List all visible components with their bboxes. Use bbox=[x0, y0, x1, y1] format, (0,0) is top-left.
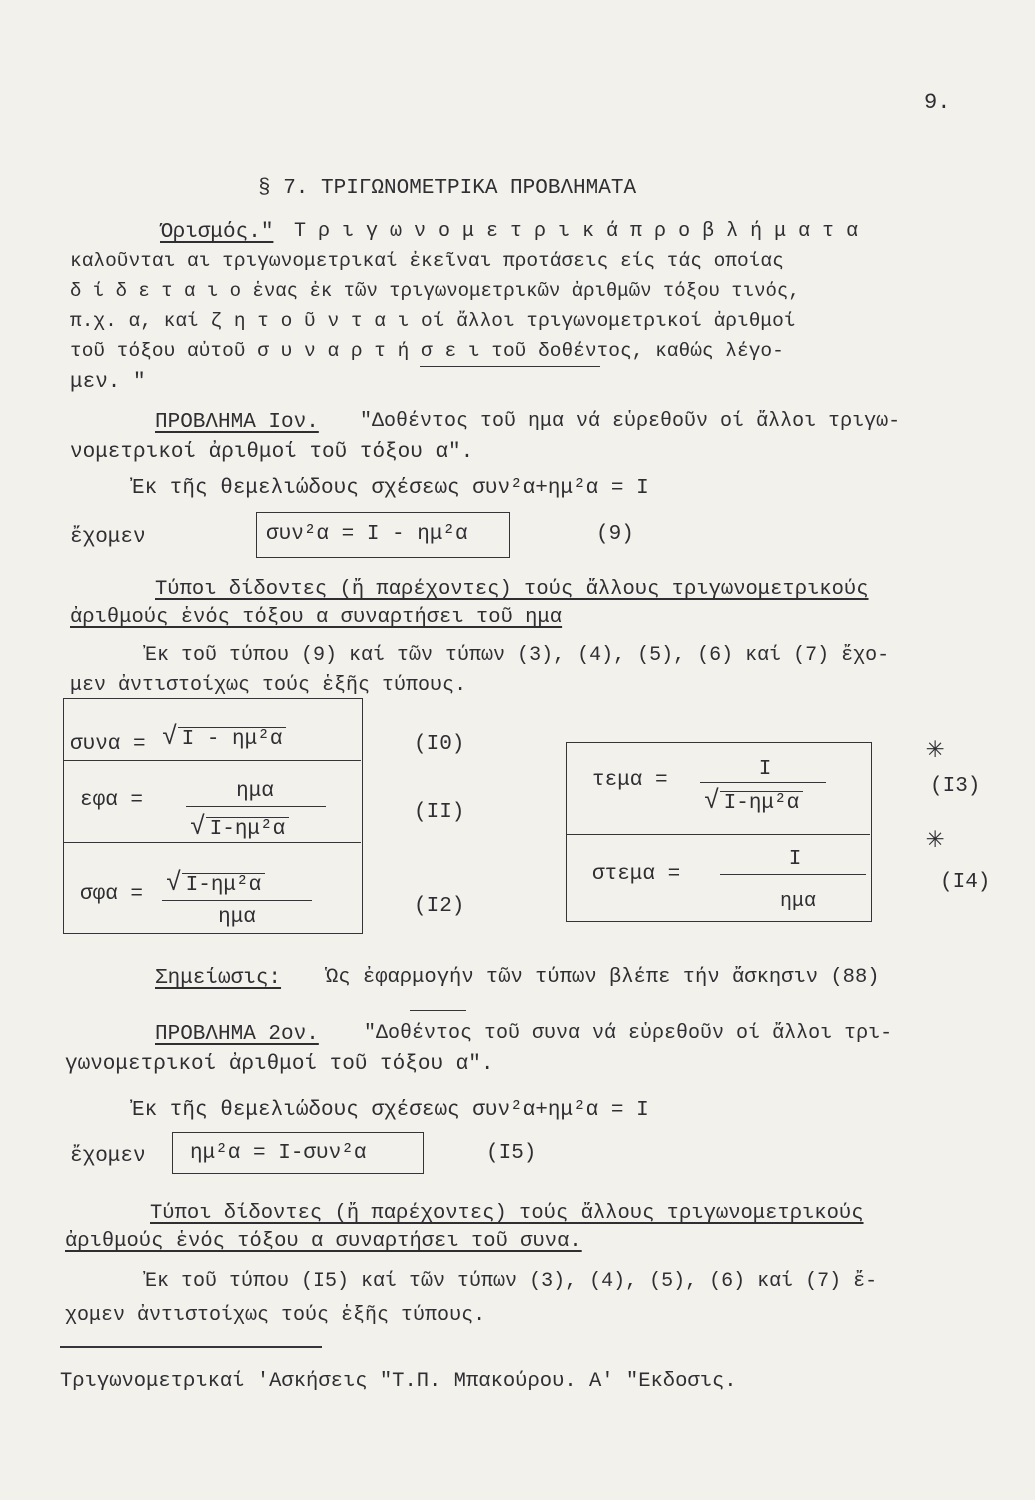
formula-12-number: (Ι2) bbox=[414, 895, 465, 918]
formula-11-sqrt: √ Ι-ημ²α bbox=[190, 812, 289, 842]
problem2-formula-number: (Ι5) bbox=[486, 1142, 537, 1165]
formula-12-fraction-bar bbox=[162, 900, 312, 901]
problem2-types-title-1: Τύποι δίδοντες (ἤ παρέχοντες) τούς ἄλλους τριγωνομετρικούς bbox=[150, 1202, 864, 1225]
problem2-label: ΠΡΟΒΛΗΜΑ 2ον. bbox=[155, 1023, 319, 1046]
formula-11-radicand: Ι-ημ²α bbox=[206, 817, 290, 841]
formula-13-numerator: Ι bbox=[758, 758, 772, 781]
formula-14-denominator: ημα bbox=[779, 890, 816, 913]
problem2-boxed-formula-text: ημ²α = Ι-συν²α bbox=[190, 1142, 367, 1165]
asterisk-mark-2: ✳ bbox=[926, 823, 945, 857]
note-label: Σημείωσις: bbox=[155, 967, 282, 990]
definition-line-2: καλοῦνται αι τριγωνομετρικαί ἐκεῖναι προτάσεις είς τάς οποίας bbox=[70, 250, 784, 272]
formula-13-fraction-bar bbox=[700, 782, 826, 783]
note-underline bbox=[410, 1010, 466, 1011]
formula-10-lhs: συνα = bbox=[70, 733, 146, 756]
formula-14-number: (Ι4) bbox=[940, 871, 991, 894]
formula-12-lhs: σφα = bbox=[80, 883, 144, 906]
page-number: 9. bbox=[924, 90, 951, 115]
formula-14-numerator: Ι bbox=[788, 848, 802, 871]
formula-12-sqrt: √ Ι-ημ²α bbox=[166, 868, 265, 898]
problem2-echomen: ἔχομεν bbox=[70, 1145, 146, 1168]
problem1-relation: Ἐκ τῆς θεμελιώδους σχέσεως συν²α+ημ²α = Ι bbox=[132, 477, 649, 500]
note-text: Ὡς ἐφαρμογήν τῶν τύπων βλέπε τήν ἄσκησιν (88) bbox=[326, 966, 880, 989]
formula-13-lhs: τεμα = bbox=[592, 769, 668, 792]
formula-11-numerator: ημα bbox=[236, 780, 274, 803]
problem1-types-title-2: ἀριθμούς ἑνός τόξου α συναρτήσει τοῦ ημα bbox=[70, 606, 563, 629]
problem1-echomen: ἔχομεν bbox=[70, 526, 146, 549]
formula-12-denominator: ημα bbox=[218, 906, 256, 929]
formulas-left-divider-1 bbox=[63, 760, 361, 761]
problem1-intro-2: μεν ἀντιστοίχως τούς ἑξῆς τύπους. bbox=[70, 674, 467, 697]
problem1-boxed-formula-text: συν²α = Ι - ημ²α bbox=[266, 523, 468, 546]
problem1-label: ΠΡΟΒΛΗΜΑ Ιον. bbox=[155, 411, 319, 434]
formula-13-sqrt: √ Ι-ημ²α bbox=[704, 786, 803, 816]
problem1-formula-number: (9) bbox=[596, 523, 634, 546]
formulas-right-divider bbox=[566, 834, 870, 835]
problem2-intro-2: χομεν ἀντιστοίχως τούς ἑξῆς τύπους. bbox=[65, 1304, 486, 1327]
formulas-left-divider-2 bbox=[63, 842, 361, 843]
definition-line-5: τοῦ τόξου αὐτοῦ σ υ ν α ρ τ ή σ ε ι τοῦ δοθέντος, καθώς λέγο- bbox=[70, 340, 784, 362]
footnote-rule bbox=[60, 1346, 322, 1348]
formula-12-radicand: Ι-ημ²α bbox=[182, 873, 266, 897]
formula-11-fraction-bar bbox=[186, 806, 326, 807]
problem1-text-1: "Δοθέντος τοῦ ημα νά εὑρεθοῦν οί ἄλλοι τριγω- bbox=[360, 410, 901, 433]
formula-14-lhs: στεμα = bbox=[592, 863, 681, 886]
problem1-text-2: νομετρικοί ἀριθμοί τοῦ τόξου α". bbox=[70, 441, 474, 464]
problem2-relation: Ἐκ τῆς θεμελιώδους σχέσεως συν²α+ημ²α = Ι bbox=[132, 1099, 649, 1122]
definition-underline bbox=[420, 366, 600, 367]
problem1-types-title-1: Τύποι δίδοντες (ἤ παρέχοντες) τούς ἄλλους τριγωνομετρικούς bbox=[155, 578, 869, 601]
definition-label: Όρισμός." bbox=[160, 221, 274, 244]
formula-13-radicand: Ι-ημ²α bbox=[720, 791, 804, 815]
formula-11-lhs: εφα = bbox=[80, 789, 144, 812]
formula-14-fraction-bar bbox=[720, 874, 866, 875]
formula-10-sqrt: √ Ι - ημ²α bbox=[162, 722, 286, 752]
asterisk-mark-1: ✳ bbox=[926, 733, 945, 767]
section-heading: § 7. ΤΡΙΓΩΝΟΜΕΤΡΙΚΑ ΠΡΟΒΛΗΜΑΤΑ bbox=[258, 177, 637, 200]
definition-line-4: π.χ. α, καί ζ η τ ο ῦ ν τ α ι οί ἄλλοι τριγωνομετρικοί ἀριθμοί bbox=[70, 310, 796, 332]
problem2-intro-1: Ἐκ τοῦ τύπου (Ι5) καί τῶν τύπων (3), (4), (5), (6) καί (7) ἔ- bbox=[145, 1270, 878, 1293]
formula-10-number: (Ι0) bbox=[414, 733, 465, 756]
definition-line-1: Τ ρ ι γ ω ν ο μ ε τ ρ ι κ ά π ρ ο β λ ή μ α τ α bbox=[294, 220, 859, 243]
definition-line-3: δ ί δ ε τ α ι ο ἑνας ἐκ τῶν τριγωνομετρικῶν ἀριθμῶν τόξου τινός, bbox=[70, 280, 800, 302]
definition-line-6: μεν. " bbox=[70, 371, 146, 394]
problem1-intro-1: Ἐκ τοῦ τύπου (9) καί τῶν τύπων (3), (4), (5), (6) καί (7) ἔχο- bbox=[145, 644, 890, 667]
formula-10-radicand: Ι - ημ²α bbox=[178, 727, 287, 751]
problem2-types-title-2: ἀριθμούς ἑνός τόξου α συναρτήσει τοῦ συνα. bbox=[65, 1230, 582, 1253]
formula-13-number: (Ι3) bbox=[930, 775, 981, 798]
footnote: Τριγωνομετρικαί 'Ασκήσεις "Τ.Π. Μπακούρου. Α' "Εκδοσις. bbox=[60, 1370, 737, 1393]
formula-11-number: (ΙΙ) bbox=[414, 801, 465, 824]
problem2-text-1: "Δοθέντος τοῦ συνα νά εὑρεθοῦν οί ἄλλοι τρι- bbox=[364, 1022, 893, 1045]
problem2-text-2: γωνομετρικοί ἀριθμοί τοῦ τόξου α". bbox=[65, 1053, 494, 1076]
